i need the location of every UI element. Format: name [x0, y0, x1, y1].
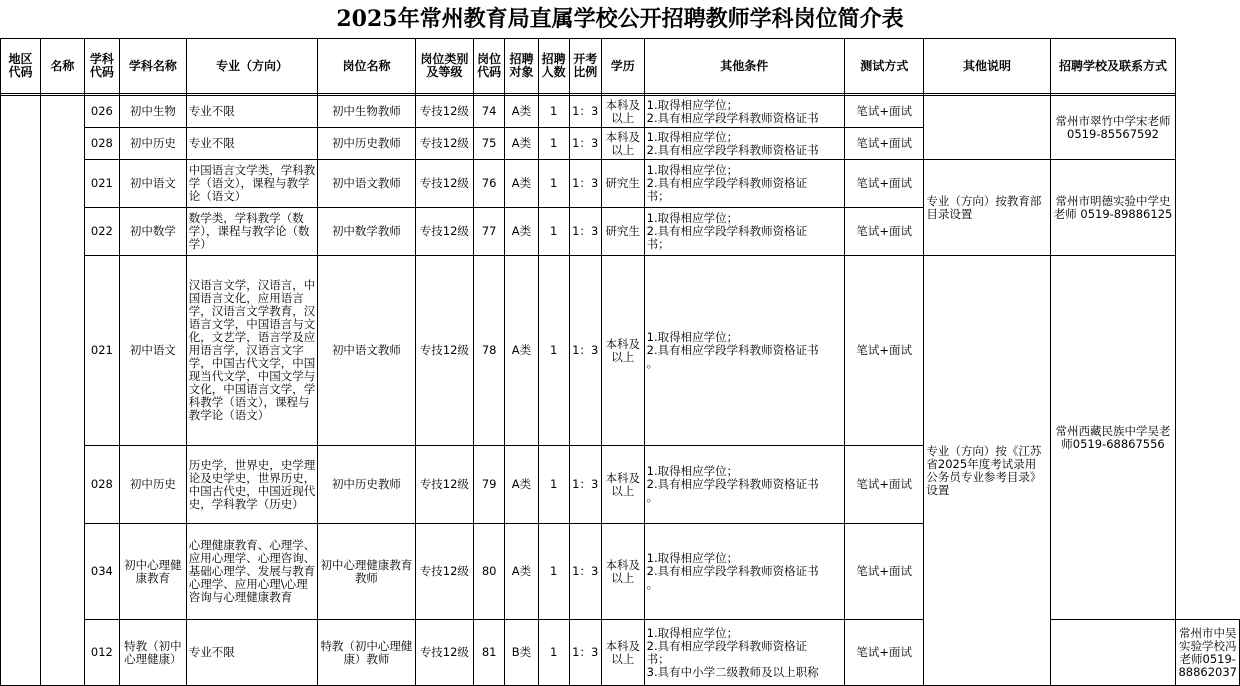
- target-cell: A类: [505, 96, 539, 128]
- other-notes-cell: [1050, 620, 1176, 686]
- post-cell: 初中语文教师: [318, 160, 415, 208]
- post-code-cell: 81: [474, 620, 505, 686]
- table-row: [1, 96, 1240, 128]
- post-cell: 初中历史教师: [318, 128, 415, 160]
- major-cell: 数学类，学科教学（数学），课程与教学论（数学）: [186, 208, 318, 256]
- post-code-cell: 75: [474, 128, 505, 160]
- post-cell: 初中生物教师: [318, 96, 415, 128]
- col-header: 岗位类别及等级: [415, 39, 474, 94]
- ratio-cell: 1：3: [569, 208, 601, 256]
- edu-cell: 本科及以上: [601, 620, 644, 686]
- post-code-cell: 79: [474, 446, 505, 524]
- target-cell: A类: [505, 256, 539, 446]
- post-code-cell: 74: [474, 96, 505, 128]
- post-cell: 初中数学教师: [318, 208, 415, 256]
- ratio-cell: 1：3: [569, 96, 601, 128]
- col-header: 名称: [41, 39, 85, 94]
- cond-cell: 1.取得相应学位； 2.具有相应学段学科教师资格证 书；: [644, 208, 844, 256]
- edu-cell: 本科及以上: [601, 96, 644, 128]
- num-cell: 1: [538, 256, 569, 446]
- test-cell: 笔试+面试: [844, 96, 923, 128]
- test-cell: 笔试+面试: [844, 524, 923, 620]
- page-title: 2025年常州教育局直属学校公开招聘教师学科岗位简介表: [336, 6, 904, 32]
- subject-code-cell: 026: [84, 96, 119, 128]
- num-cell: 1: [538, 128, 569, 160]
- subject-code-cell: 034: [84, 524, 119, 620]
- ratio-cell: 1：3: [569, 446, 601, 524]
- grade-cell: 专技12级: [415, 620, 474, 686]
- other-notes-cell: [924, 96, 1050, 160]
- grade-cell: 专技12级: [415, 446, 474, 524]
- post-cell: 初中心理健康教育教师: [318, 524, 415, 620]
- col-header: 学科代码: [84, 39, 119, 94]
- table-row: [1, 160, 1240, 208]
- col-header: 其他条件: [644, 39, 844, 94]
- col-header: 招聘学校及联系方式: [1050, 39, 1176, 94]
- subject-code-cell: 012: [84, 620, 119, 686]
- post-cell: 初中历史教师: [318, 446, 415, 524]
- post-code-cell: 77: [474, 208, 505, 256]
- school-contact-cell: 常州西藏民族中学吴老师0519-68867556: [1050, 256, 1176, 620]
- other-notes-cell: 专业（方向）按《江苏省2025年度考试录用公务员专业参考目录》设置: [924, 256, 1050, 686]
- num-cell: 1: [538, 446, 569, 524]
- col-header: 开考比例: [569, 39, 601, 94]
- col-header: 岗位代码: [474, 39, 505, 94]
- name-cell: [41, 96, 85, 686]
- major-cell: 汉语言文学，汉语言，中国语言文化，应用语言学，汉语言文学教育，汉语言文学，中国语言与文化，文艺学，语言学及应用语言学，汉语言文字学，中国古代文学，中国现当代文学，中国文学与文化，中国语言文学，学科教学（语文），课程与教学论（语文）: [186, 256, 318, 446]
- test-cell: 笔试+面试: [844, 256, 923, 446]
- cond-cell: 1.取得相应学位； 2.具有相应学段学科教师资格证书 。: [644, 446, 844, 524]
- subject-code-cell: 021: [84, 160, 119, 208]
- test-cell: 笔试+面试: [844, 620, 923, 686]
- post-cell: 特教（初中心理健康）教师: [318, 620, 415, 686]
- grade-cell: 专技12级: [415, 96, 474, 128]
- subject-cell: 初中数学: [120, 208, 187, 256]
- school-contact-cell: 常州市翠竹中学宋老师0519-85567592: [1050, 96, 1176, 160]
- target-cell: B类: [505, 620, 539, 686]
- grade-cell: 专技12级: [415, 160, 474, 208]
- grade-cell: 专技12级: [415, 208, 474, 256]
- col-header: 学科名称: [120, 39, 187, 94]
- num-cell: 1: [538, 620, 569, 686]
- test-cell: 笔试+面试: [844, 446, 923, 524]
- cond-cell: 1.取得相应学位； 2.具有相应学段学科教师资格证书 。: [644, 524, 844, 620]
- grade-cell: 专技12级: [415, 128, 474, 160]
- region-code-cell: [1, 96, 41, 686]
- cond-cell: 1.取得相应学位； 2.具有相应学段学科教师资格证书: [644, 96, 844, 128]
- major-cell: 中国语言文学类，学科教学（语文），课程与教学论（语文）: [186, 160, 318, 208]
- subject-cell: 初中历史: [120, 446, 187, 524]
- major-cell: 专业不限: [186, 96, 318, 128]
- edu-cell: 本科及以上: [601, 524, 644, 620]
- cond-cell: 1.取得相应学位； 2.具有相应学段学科教师资格证书: [644, 128, 844, 160]
- table-row: [1, 620, 1240, 686]
- recruitment-table: [0, 38, 1240, 686]
- target-cell: A类: [505, 160, 539, 208]
- post-code-cell: 80: [474, 524, 505, 620]
- other-notes-cell: 专业（方向）按教育部目录设置: [924, 160, 1050, 256]
- post-code-cell: 78: [474, 256, 505, 446]
- test-cell: 笔试+面试: [844, 128, 923, 160]
- num-cell: 1: [538, 160, 569, 208]
- ratio-cell: 1：3: [569, 128, 601, 160]
- edu-cell: 研究生: [601, 160, 644, 208]
- subject-cell: 特教（初中心理健康）: [120, 620, 187, 686]
- col-header: 岗位名称: [318, 39, 415, 94]
- edu-cell: 本科及以上: [601, 128, 644, 160]
- edu-cell: 研究生: [601, 208, 644, 256]
- num-cell: 1: [538, 208, 569, 256]
- ratio-cell: 1：3: [569, 256, 601, 446]
- header-row: [1, 39, 1240, 94]
- subject-code-cell: 028: [84, 446, 119, 524]
- subject-cell: 初中历史: [120, 128, 187, 160]
- col-header: 招聘对象: [505, 39, 539, 94]
- subject-cell: 初中生物: [120, 96, 187, 128]
- subject-cell: 初中心理健康教育: [120, 524, 187, 620]
- edu-cell: 本科及以上: [601, 446, 644, 524]
- num-cell: 1: [538, 96, 569, 128]
- target-cell: A类: [505, 446, 539, 524]
- subject-code-cell: 028: [84, 128, 119, 160]
- target-cell: A类: [505, 208, 539, 256]
- subject-cell: 初中语文: [120, 160, 187, 208]
- major-cell: 专业不限: [186, 128, 318, 160]
- test-cell: 笔试+面试: [844, 160, 923, 208]
- subject-cell: 初中语文: [120, 256, 187, 446]
- school-contact-cell: 常州市明德实验中学史老师 0519-89886125: [1050, 160, 1176, 256]
- grade-cell: 专技12级: [415, 524, 474, 620]
- col-header: 地区代码: [1, 39, 41, 94]
- cond-cell: 1.取得相应学位； 2.具有相应学段学科教师资格证书 。: [644, 256, 844, 446]
- table-row: [1, 256, 1240, 446]
- target-cell: A类: [505, 524, 539, 620]
- school-contact-cell: 常州市中吴实验学校冯老师0519-88862037: [1176, 620, 1240, 686]
- col-header: 其他说明: [924, 39, 1050, 94]
- subject-code-cell: 022: [84, 208, 119, 256]
- col-header: 专业（方向）: [186, 39, 318, 94]
- subject-code-cell: 021: [84, 256, 119, 446]
- ratio-cell: 1：3: [569, 524, 601, 620]
- num-cell: 1: [538, 524, 569, 620]
- major-cell: 历史学，世界史，史学理论及史学史，世界历史，中国古代史，中国近现代史，学科教学（历史）: [186, 446, 318, 524]
- grade-cell: 专技12级: [415, 256, 474, 446]
- cond-cell: 1.取得相应学位； 2.具有相应学段学科教师资格证 书；: [644, 160, 844, 208]
- target-cell: A类: [505, 128, 539, 160]
- test-cell: 笔试+面试: [844, 208, 923, 256]
- major-cell: 心理健康教育、心理学、应用心理学、心理咨询、基础心理学、发展与教育心理学、应用心理\心理咨询与心理健康教育: [186, 524, 318, 620]
- edu-cell: 本科及以上: [601, 256, 644, 446]
- col-header: 测试方式: [844, 39, 923, 94]
- col-header: 招聘人数: [538, 39, 569, 94]
- major-cell: 专业不限: [186, 620, 318, 686]
- ratio-cell: 1：3: [569, 620, 601, 686]
- post-cell: 初中语文教师: [318, 256, 415, 446]
- cond-cell: 1.取得相应学位； 2.具有相应学段学科教师资格证 书； 3.具有中小学二级教师及以上职称: [644, 620, 844, 686]
- ratio-cell: 1：3: [569, 160, 601, 208]
- post-code-cell: 76: [474, 160, 505, 208]
- col-header: 学历: [601, 39, 644, 94]
